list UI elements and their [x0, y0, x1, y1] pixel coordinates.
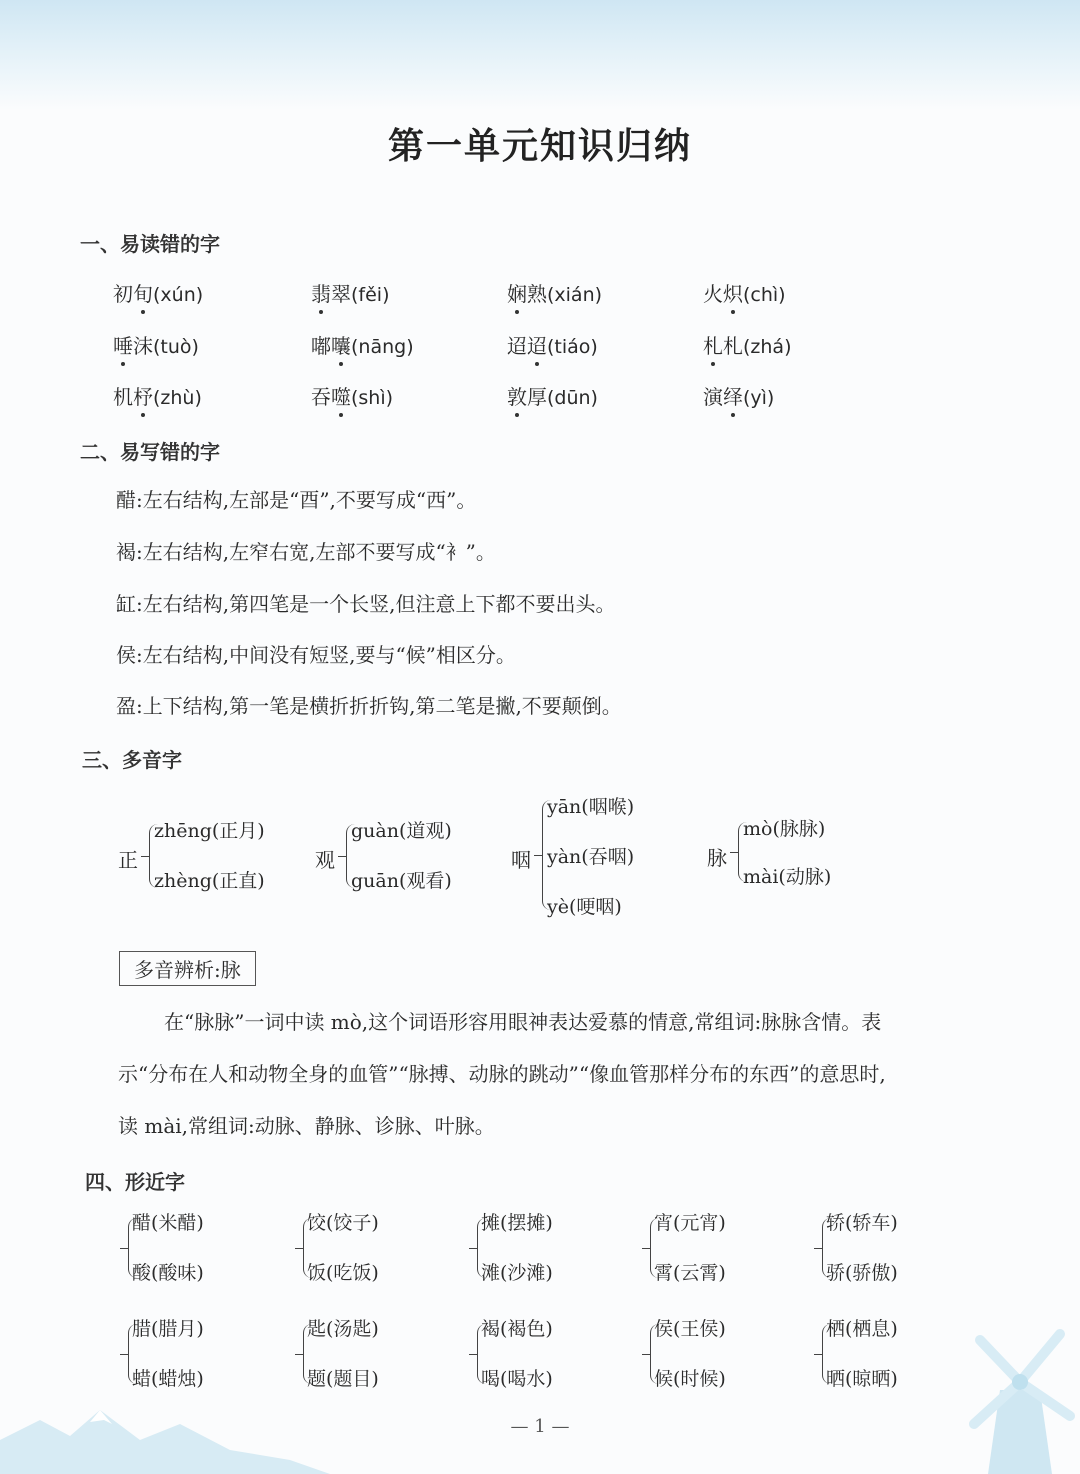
emphasized-char: 唾: [113, 330, 133, 359]
word-char: 札: [723, 334, 743, 358]
polyphone-option: zhèng(正直): [154, 870, 265, 892]
pinyin: (zhù): [153, 387, 202, 409]
emphasized-char: 囔: [331, 330, 351, 359]
writing-item: 侯:左右结构,中间没有短竖,要与“候”相区分。: [116, 643, 516, 667]
emphasized-char: 旬: [133, 278, 153, 307]
pinyin: (tiáo): [547, 336, 598, 358]
word-char: 厚: [527, 385, 547, 409]
mountain-decoration: [0, 1400, 330, 1474]
reading-item: [703, 381, 774, 410]
similar-char: 骄(骄傲): [826, 1262, 898, 1284]
similar-char: 摊(摆摊): [481, 1212, 553, 1234]
polyphone-char: 观: [315, 848, 335, 872]
pinyin: (fěi): [351, 284, 390, 306]
word-char: 机: [113, 385, 133, 409]
word-char: 演: [703, 385, 723, 409]
page-title: 第一单元知识归纳: [387, 125, 692, 167]
word-char: 迢: [507, 334, 527, 358]
polyphone-option: guàn(道观): [351, 820, 452, 842]
similar-char: 题(题目): [307, 1368, 379, 1390]
similar-char: 霄(云霄): [654, 1262, 726, 1284]
writing-item: 盈:上下结构,第一笔是横折折折钩,第二笔是撇,不要颠倒。: [116, 694, 622, 718]
analysis-label: 多音辨析:脉: [119, 951, 256, 986]
pinyin: (dūn): [547, 387, 598, 409]
polyphone-char: 咽: [511, 848, 531, 872]
polyphone-char: 脉: [707, 846, 727, 870]
reading-item: [113, 330, 199, 359]
writing-item: 缸:左右结构,第四笔是一个长竖,但注意上下都不要出头。: [116, 592, 616, 616]
word-char: 翠: [331, 282, 351, 306]
section-heading-4: 四、形近字: [85, 1170, 185, 1194]
similar-char: 匙(汤匙): [307, 1318, 379, 1340]
similar-char: 褐(褐色): [481, 1318, 553, 1340]
reading-item: [113, 381, 202, 410]
page-number: — 1 —: [510, 1416, 570, 1437]
section-heading-1: 一、易读错的字: [80, 232, 220, 256]
reading-item: [113, 278, 203, 307]
similar-char: 醋(米醋): [132, 1212, 204, 1234]
windmill-decoration: [960, 1320, 1080, 1474]
pinyin: (tuò): [153, 336, 199, 358]
polyphone-option: yān(咽喉): [547, 796, 635, 818]
emphasized-char: 敦: [507, 381, 527, 410]
reading-item: [703, 330, 791, 359]
emphasized-char: 杼: [133, 381, 153, 410]
reading-item: [311, 278, 389, 307]
word-char: 吞: [311, 385, 331, 409]
similar-char: 饭(吃饭): [307, 1262, 379, 1284]
similar-char: 酸(酸味): [132, 1262, 204, 1284]
reading-item: [311, 330, 414, 359]
similar-char: 晒(晾晒): [826, 1368, 898, 1390]
polyphone-option: zhēng(正月): [154, 820, 265, 842]
pinyin: (xún): [153, 284, 204, 306]
word-char: 熟: [527, 282, 547, 306]
similar-char: 栖(栖息): [826, 1318, 898, 1340]
similar-char: 侯(王侯): [654, 1318, 726, 1340]
emphasized-char: 娴: [507, 278, 527, 307]
analysis-line: 在“脉脉”一词中读 mò,这个词语形容用眼神表达爱慕的情意,常组词:脉脉含情。表: [164, 1010, 882, 1034]
pinyin: (chì): [743, 284, 786, 306]
similar-char: 轿(轿车): [826, 1212, 898, 1234]
emphasized-char: 迢: [527, 330, 547, 359]
pinyin: (zhá): [743, 336, 792, 358]
pinyin: (xián): [547, 284, 603, 306]
emphasized-char: 札: [703, 330, 723, 359]
similar-char: 蜡(蜡烛): [132, 1368, 204, 1390]
analysis-line: 读 mài,常组词:动脉、静脉、诊脉、叶脉。: [118, 1114, 495, 1138]
emphasized-char: 炽: [723, 278, 743, 307]
header-decoration: [0, 0, 1080, 110]
section-heading-3: 三、多音字: [82, 748, 182, 772]
polyphone-option: mài(动脉): [743, 866, 832, 888]
polyphone-option: yàn(吞咽): [547, 846, 635, 868]
emphasized-char: 噬: [331, 381, 351, 410]
word-char: 沫: [133, 334, 153, 358]
word-char: 初: [113, 282, 133, 306]
similar-char: 候(时候): [654, 1368, 726, 1390]
pinyin: (nāng): [351, 336, 414, 358]
analysis-line: 示“分布在人和动物全身的血管”“脉搏、动脉的跳动”“像血管那样分布的东西”的意思时,: [118, 1062, 886, 1086]
reading-item: [507, 278, 602, 307]
similar-char: 宵(元宵): [654, 1212, 726, 1234]
word-char: 火: [703, 282, 723, 306]
pinyin: (yì): [743, 387, 775, 409]
emphasized-char: 绎: [723, 381, 743, 410]
pinyin: (shì): [351, 387, 394, 409]
writing-item: 褐:左右结构,左窄右宽,左部不要写成“衤”。: [116, 540, 496, 564]
similar-char: 喝(喝水): [481, 1368, 553, 1390]
reading-item: [507, 330, 598, 359]
polyphone-char: 正: [118, 848, 138, 872]
similar-char: 滩(沙滩): [481, 1262, 553, 1284]
word-char: 嘟: [311, 334, 331, 358]
reading-item: [507, 381, 598, 410]
section-heading-2: 二、易写错的字: [80, 440, 220, 464]
polyphone-option: mò(脉脉): [743, 818, 826, 840]
emphasized-char: 翡: [311, 278, 331, 307]
similar-char: 饺(饺子): [307, 1212, 379, 1234]
writing-item: 醋:左右结构,左部是“酉”,不要写成“西”。: [116, 488, 477, 512]
reading-item: [311, 381, 393, 410]
similar-char: 腊(腊月): [132, 1318, 204, 1340]
polyphone-option: guān(观看): [351, 870, 452, 892]
polyphone-option: yè(哽咽): [547, 896, 622, 918]
reading-item: [703, 278, 786, 307]
